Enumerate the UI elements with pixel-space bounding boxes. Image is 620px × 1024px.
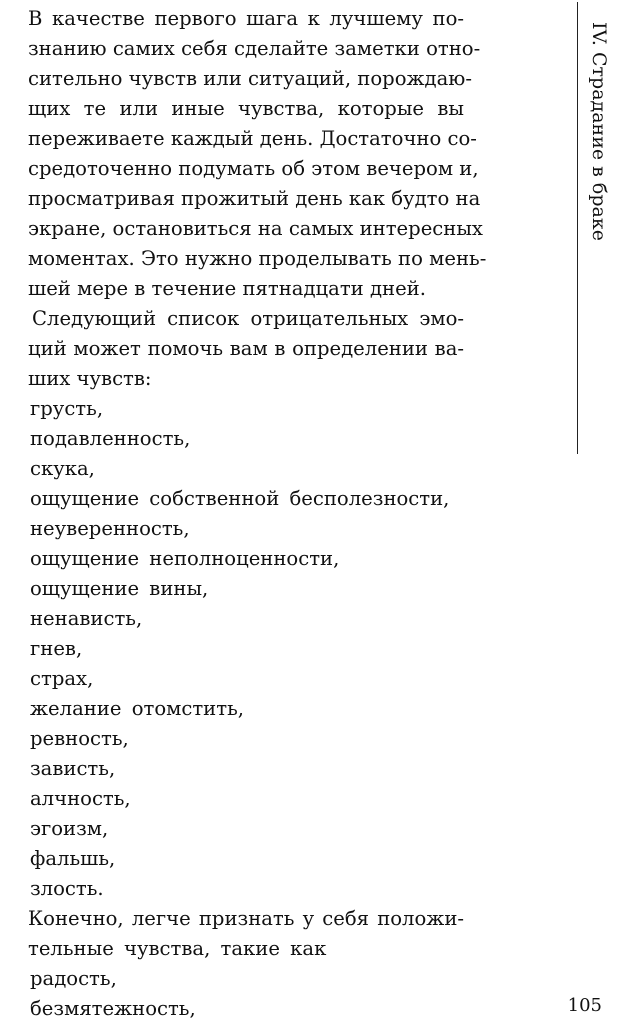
paragraph-1-line: моментах. Это нужно проделывать по мень-	[28, 247, 487, 270]
paragraph-1-line: В качестве первого шага к лучшему по-	[28, 7, 464, 30]
list-item: скука,	[30, 457, 95, 480]
paragraph-2-line: Следующий список отрицательных эмо-	[32, 307, 464, 330]
list-item: безмятежность,	[30, 997, 196, 1020]
list-item: ощущение вины,	[30, 577, 209, 600]
list-item: ощущение собственной бесполезности,	[30, 487, 450, 510]
paragraph-1-line: шей мере в течение пятнадцати дней.	[28, 277, 426, 300]
list-item: желание отомстить,	[30, 697, 244, 720]
list-item: ненависть,	[30, 607, 143, 630]
paragraph-1-line: экране, остановиться на самых интересных	[28, 217, 483, 240]
list-item: страх,	[30, 667, 94, 690]
running-head	[583, 22, 613, 262]
paragraph-1-line: средоточенно подумать об этом вечером и,	[28, 157, 479, 180]
running-head-text: IV. Страдание в браке	[588, 22, 610, 241]
negative-emotions-list	[28, 394, 464, 904]
list-item: эгоизм,	[30, 817, 109, 840]
list-item: ревность,	[30, 727, 129, 750]
paragraph-1-line: знанию самих себя сделайте заметки отно-	[28, 37, 481, 60]
paragraph-1-line: щих те или иные чувства, которые вы	[28, 97, 464, 120]
main-text	[28, 0, 487, 1024]
paragraph-2-line: ций может помочь вам в определении ва-	[28, 337, 464, 360]
paragraph-3-line: Конечно, легче признать у себя положи-	[28, 907, 464, 930]
list-item: злость.	[30, 877, 104, 900]
page-number: 105	[567, 995, 602, 1016]
list-item: грусть,	[30, 397, 104, 420]
list-item: зависть,	[30, 757, 116, 780]
list-item: алчность,	[30, 787, 131, 810]
paragraph-1-line: сительно чувств или ситуаций, порождаю-	[28, 67, 472, 90]
list-item: ощущение неполноценности,	[30, 547, 340, 570]
paragraph-3	[28, 904, 464, 964]
running-head-rule	[577, 2, 578, 454]
list-item: подавленность,	[30, 427, 191, 450]
list-item: радость,	[30, 967, 117, 990]
paragraph-1	[28, 4, 487, 304]
paragraph-3-line: тельные чувства, такие как	[28, 937, 327, 960]
paragraph-1-line: переживаете каждый день. Достаточно со-	[28, 127, 477, 150]
paragraph-2	[28, 304, 464, 394]
list-item: фальшь,	[30, 847, 116, 870]
paragraph-1-line: просматривая прожитый день как будто на	[28, 187, 481, 210]
paragraph-2-line: ших чувств:	[28, 367, 152, 390]
list-item: неуверенность,	[30, 517, 190, 540]
positive-emotions-list	[28, 964, 464, 1024]
list-item: гнев,	[30, 637, 83, 660]
